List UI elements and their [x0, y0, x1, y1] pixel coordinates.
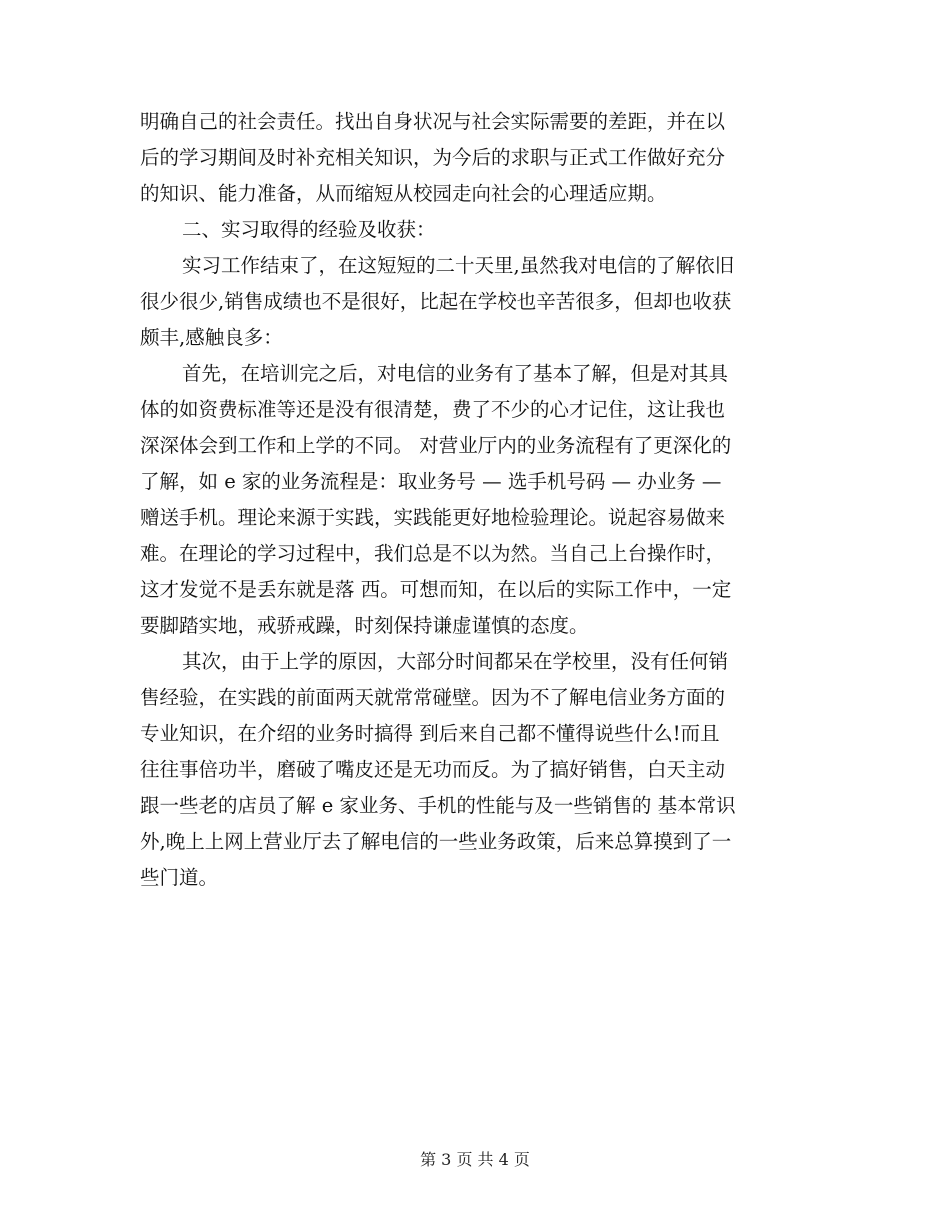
footer-prefix: 第: [420, 1150, 437, 1169]
footer-suffix: 页: [513, 1150, 530, 1169]
text-line: 难。在理论的学习过程中，我们总是不以为然。当自己上台操作时，: [140, 542, 726, 565]
text-line: 赠送手机。理论来源于实践，实践能更好地检验理论。说起容易做来: [140, 506, 726, 529]
text-line: 后的学习期间及时补充相关知识，为今后的求职与正式工作做好充分: [140, 146, 726, 169]
text-line: 明确自己的社会责任。找出自身状况与社会实际需要的差距，并在以: [140, 110, 726, 133]
text-line: 颇丰,感触良多：: [140, 326, 283, 349]
text-line: 要脚踏实地，戒骄戒躁，时刻保持谦虚谨慎的态度。: [140, 614, 589, 637]
text-line: 的知识、能力准备，从而缩短从校园走向社会的心理适应期。: [140, 182, 667, 205]
text-line: 外,晚上上网上营业厅去了解电信的一些业务政策，后来总算摸到了一: [140, 830, 732, 853]
page-footer: [0, 1148, 950, 1172]
document-body: [140, 104, 808, 896]
text-line: 其次，由于上学的原因，大部分时间都呆在学校里，没有任何销: [182, 650, 729, 673]
text-line: 专业知识，在介绍的业务时搞得 到后来自己都不懂得说些什么!而且: [140, 722, 720, 745]
text-line: 往往事倍功半，磨破了嘴皮还是无功而反。为了搞好销售，白天主动: [140, 758, 726, 781]
footer-page-number: 3: [441, 1150, 452, 1169]
footer-middle: 页 共: [456, 1150, 494, 1169]
text-line: 售经验，在实践的前面两天就常常碰壁。因为不了解电信业务方面的: [140, 686, 726, 709]
text-line: 很少很少,销售成绩也不是很好，比起在学校也辛苦很多，但却也收获: [140, 290, 732, 313]
section-heading: 二、实习取得的经验及收获：: [182, 218, 436, 241]
footer-total-pages: 4: [498, 1150, 509, 1169]
text-line: 实习工作结束了，在这短短的二十天里,虽然我对电信的了解依旧: [182, 254, 735, 277]
text-line: 这才发觉不是丢东就是落 西。可想而知，在以后的实际工作中，一定: [140, 578, 732, 601]
text-line: 跟一些老的店员了解 e 家业务、手机的性能与及一些销售的 基本常识: [140, 794, 736, 817]
text-line: 体的如资费标准等还是没有很清楚，费了不少的心才记住，这让我也: [140, 398, 726, 421]
text-line: 些门道。: [140, 866, 219, 889]
text-line: 深深体会到工作和上学的不同。 对营业厅内的业务流程有了更深化的: [140, 434, 732, 457]
text-line: 首先，在培训完之后，对电信的业务有了基本了解，但是对其具: [182, 362, 729, 385]
text-line: 了解，如 e 家的业务流程是：取业务号 — 选手机号码 — 办业务 —: [140, 470, 722, 493]
